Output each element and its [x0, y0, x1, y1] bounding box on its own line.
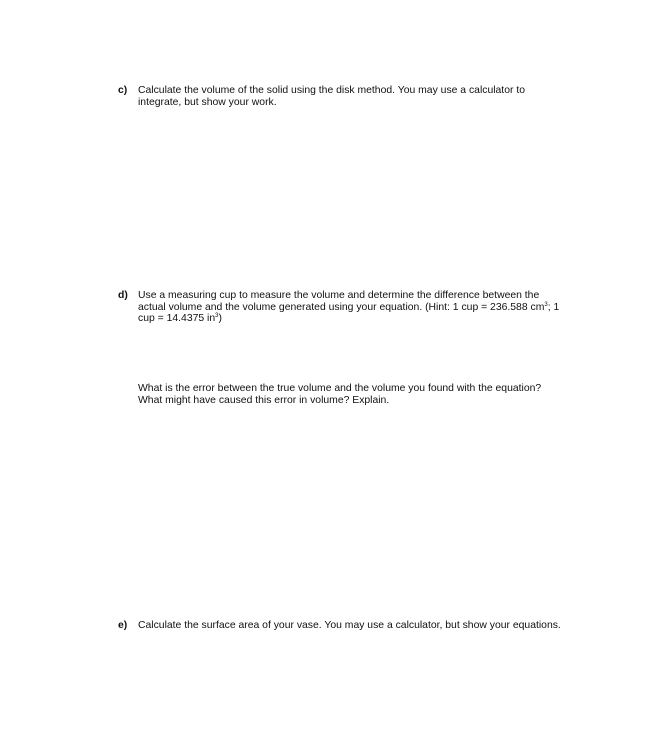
hint-separator: ; 1: [547, 301, 560, 313]
hint-cup-cm: actual volume and the volume generated using your equation. (Hint: 1 cup = 236.588 cm: [138, 301, 545, 313]
question-c-line-1: Calculate the volume of the solid using the disk method. You may use a calculator to: [138, 85, 525, 96]
in-cubed-superscript: 3: [215, 313, 219, 320]
question-d-followup: [138, 383, 541, 406]
cm-cubed-superscript: 3: [544, 301, 548, 308]
question-d-line-2: [138, 302, 559, 314]
question-d-followup-line-1: What is the error between the true volume and the volume you found with the equation?: [138, 383, 542, 394]
question-e-text: [138, 620, 561, 632]
question-d-line-1: Use a measuring cup to measure the volume and determine the difference between the: [138, 290, 540, 301]
hint-close-paren: ): [218, 313, 222, 325]
question-c-label: c): [118, 85, 128, 96]
question-c-line-2: integrate, but show your work.: [138, 96, 277, 108]
question-e-line-1: Calculate the surface area of your vase. You may use a calculator, but show your equations.: [138, 620, 561, 631]
question-d-text: [138, 290, 559, 325]
question-d-label: d): [118, 290, 128, 301]
question-d-line-3: [138, 313, 559, 325]
hint-cup-in: cup = 14.4375 in: [138, 313, 216, 325]
question-c-text: [138, 85, 525, 108]
question-e-label: e): [118, 620, 128, 631]
question-d-followup-line-2: What might have caused this error in volume? Explain.: [138, 394, 390, 406]
